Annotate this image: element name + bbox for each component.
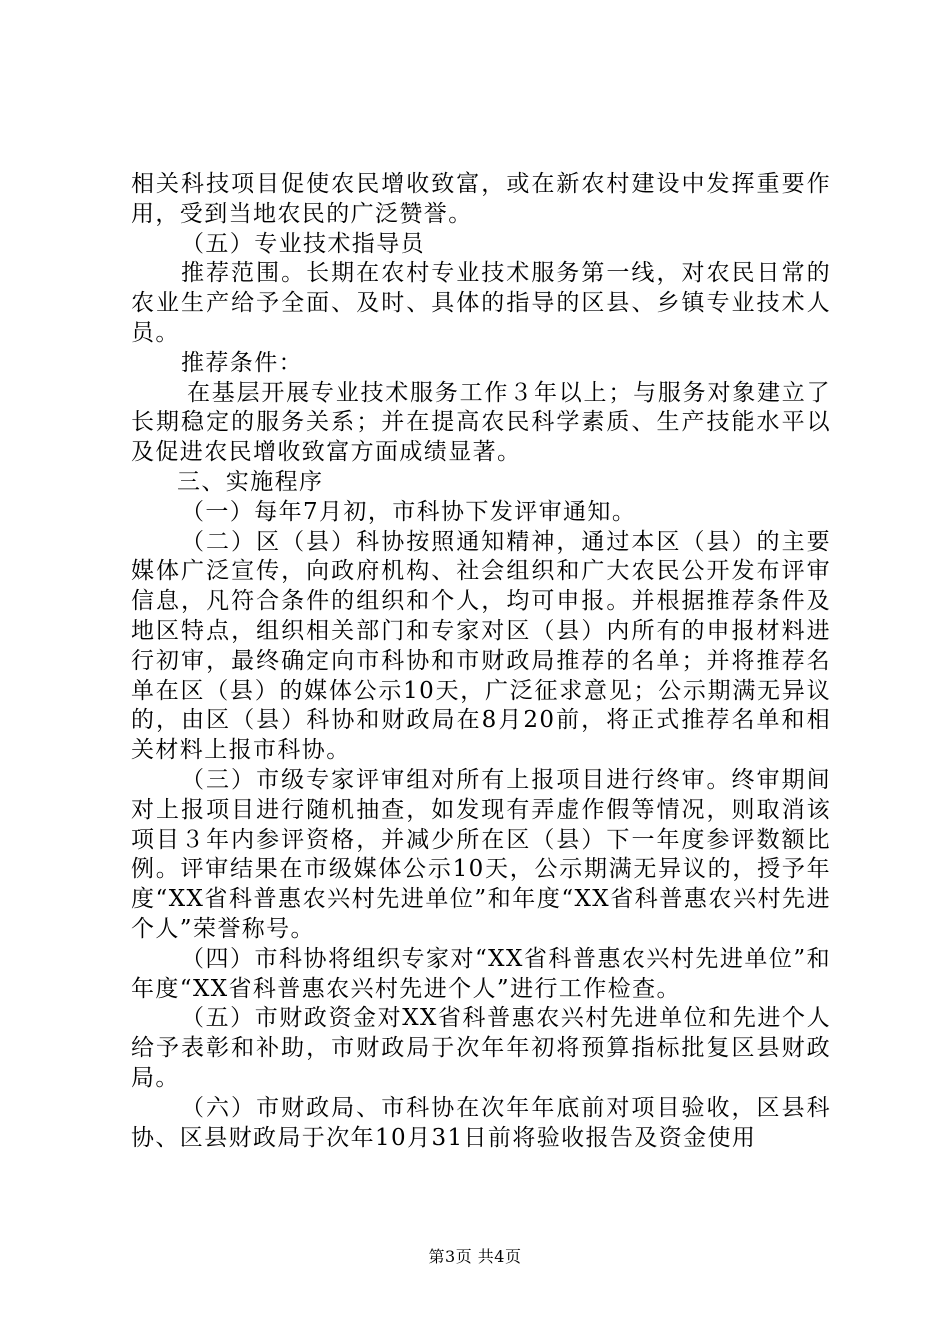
- paragraph-recommend-conditions-label: 推荐条件：: [181, 349, 303, 376]
- page-number-footer: 第3页 共4页: [428, 1247, 522, 1266]
- paragraph-step-6: （六）市财政局、市科协在次年年底前对项目验收，区县科协、区县财政局于次年10月31日前将验收报告及资金使用: [131, 1094, 831, 1151]
- document-body: [131, 170, 831, 1153]
- paragraph-step-3: （三）市级专家评审组对所有上报项目进行终审。终审期间对上报项目进行随机抽查，如发现有弄虚作假等情况，则取消该项目３年内参评资格，并减少所在区（县）下一年度参评数额比例。评审结果在市级媒体公示10天，公示期满无异议的，授予年度“XX省科普惠农兴村先进单位”和年度“XX省科普惠农兴村先进个人”荣誉称号。: [131, 766, 831, 942]
- paragraph-recommend-scope: 推荐范围。长期在农村专业技术服务第一线，对农民日常的农业生产给予全面、及时、具体的指导的区县、乡镇专业技术人员。: [131, 260, 831, 346]
- heading-section-5: （五）专业技术指导员: [181, 230, 425, 257]
- paragraph-recommend-conditions: 在基层开展专业技术服务工作３年以上；与服务对象建立了长期稳定的服务关系；并在提高农民科学素质、生产技能水平以及促进农民增收致富方面成绩显著。: [131, 379, 831, 466]
- paragraph-step-4: （四）市科协将组织专家对“XX省科普惠农兴村先进单位”和年度“XX省科普惠农兴村先进个人”进行工作检查。: [131, 945, 831, 1002]
- paragraph-step-1: （一）每年7月初，市科协下发评审通知。: [181, 498, 637, 525]
- paragraph-continuation: 相关科技项目促使农民增收致富，或在新农村建设中发挥重要作用，受到当地农民的广泛赞誉。: [131, 171, 831, 227]
- paragraph-step-5: （五）市财政资金对XX省科普惠农兴村先进单位和先进个人给予表彰和补助，市财政局于次年年初将预算指标批复区县财政局。: [131, 1005, 831, 1091]
- paragraph-step-2: （二）区（县）科协按照通知精神，通过本区（县）的主要媒体广泛宣传，向政府机构、社会组织和广大农民公开发布评审信息，凡符合条件的组织和个人，均可申报。并根据推荐条件及地区特点，组织相关部门和专家对区（县）内所有的申报材料进行初审，最终确定向市科协和市财政局推荐的名单；并将推荐名单在区（县）的媒体公示10天，广泛征求意见；公示期满无异议的，由区（县）科协和财政局在8月20前，将正式推荐名单和相关材料上报市科协。: [131, 528, 831, 764]
- heading-implementation: 三、实施程序: [177, 468, 324, 495]
